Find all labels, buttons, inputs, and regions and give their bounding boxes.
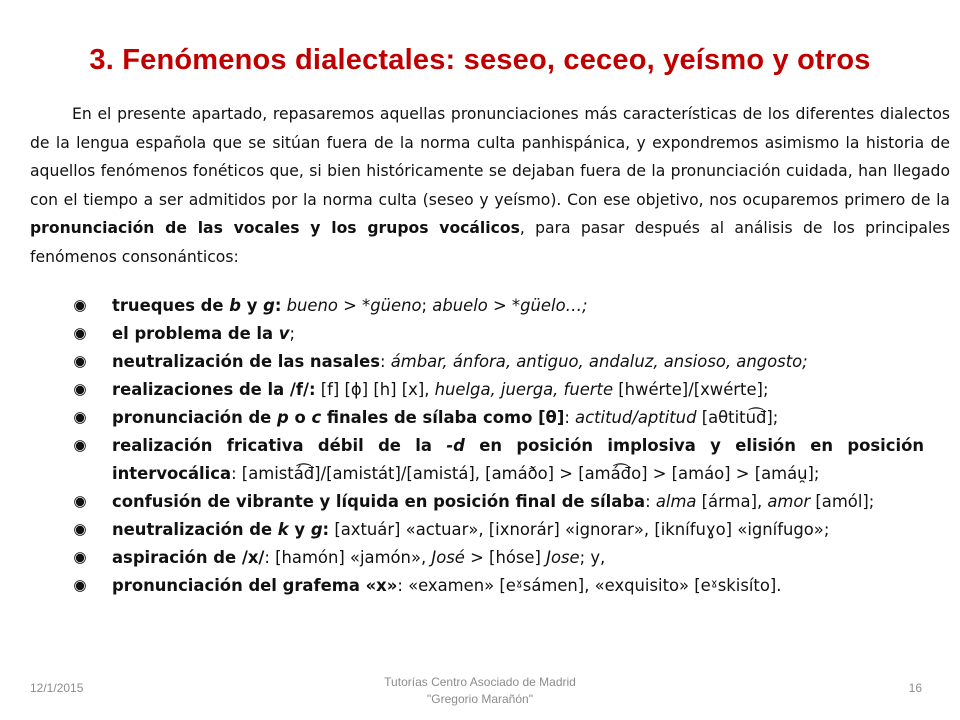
item-italic: ámbar, ánfora, antiguo, andaluz, ansioso, angosto; (390, 352, 808, 371)
item-bold-italic: g (310, 520, 323, 539)
item-bold: trueques de (112, 296, 230, 315)
item-bold: y (240, 296, 264, 315)
item-text: ; y, (579, 548, 606, 567)
item-bold: el problema de la (112, 324, 279, 343)
item-bold-italic: p (277, 408, 289, 427)
item-text: > [hóse] (464, 548, 547, 567)
item-text: [f] [ɸ] [h] [x], (315, 380, 435, 399)
list-item (74, 432, 924, 488)
item-italic: huelga, juerga, fuerte (434, 380, 614, 399)
list-item (74, 544, 924, 572)
item-bold-italic: c (311, 408, 322, 427)
item-bold: neutralización de las nasales (112, 352, 380, 371)
list-item (74, 516, 924, 544)
item-bold: o (288, 408, 312, 427)
footer-institution-line2: "Gregorio Marañón" (427, 692, 533, 706)
list-item (74, 292, 924, 320)
item-italic: actitud/aptitud (575, 408, 697, 427)
item-text: : [hamón] «jamón», (264, 548, 432, 567)
item-bold-italic: g (263, 296, 275, 315)
bullet-icon (74, 384, 86, 396)
bullet-icon (74, 552, 86, 564)
item-text: : [amistá͡đ]/[amistát]/[amistá], [amáðo] > [amá͡đo] > [amáo] > [amáu̯]; (231, 464, 820, 483)
item-italic: abuelo > *güelo…; (432, 296, 588, 315)
list-item (74, 320, 924, 348)
item-bold-italic: k (277, 520, 289, 539)
item-italic: José (431, 548, 465, 567)
item-italic: Jose (546, 548, 580, 567)
item-text: [amól]; (810, 492, 875, 511)
bullet-icon (74, 328, 86, 340)
item-bold: realización fricativa débil de la (112, 436, 447, 455)
slide-number: 16 (908, 681, 922, 695)
item-bold: realizaciones de la /f/: (112, 380, 316, 399)
bullet-icon (74, 524, 86, 536)
item-bold: confusión de vibrante y líquida en posición final de sílaba (112, 492, 646, 511)
list-item (74, 404, 924, 432)
footer-institution (300, 674, 660, 708)
item-text: [hwérte]/[xwérte]; (613, 380, 769, 399)
item-bold: pronunciación del grafema «x» (112, 576, 398, 595)
item-bold: finales de sílaba como [θ] (321, 408, 565, 427)
item-text: : (379, 352, 391, 371)
item-bold: : (274, 296, 282, 315)
list-item (74, 572, 924, 600)
list-item (74, 376, 924, 404)
list-item (74, 488, 924, 516)
item-bold: en posición implosiva y elisión en posición intervocálica (112, 436, 925, 483)
item-italic: amor (767, 492, 811, 511)
item-bold-italic: b (229, 296, 241, 315)
bullet-icon (74, 580, 86, 592)
item-italic: bueno > *güeno (281, 296, 422, 315)
bullet-icon (74, 356, 86, 368)
bullet-icon (74, 440, 86, 452)
bullet-icon (74, 300, 86, 312)
item-italic: alma (655, 492, 697, 511)
item-text: : (564, 408, 576, 427)
item-text: ; (421, 296, 433, 315)
item-bold-italic: v (278, 324, 290, 343)
item-text: [axtuár] «actuar», [ixnorár] «ignorar», [iknífuɣo] «ignífugo»; (329, 520, 830, 539)
item-text: [árma], (696, 492, 768, 511)
item-bold: y (288, 520, 311, 539)
footer-date: 12/1/2015 (30, 681, 84, 695)
footer-institution-line1: Tutorías Centro Asociado de Madrid (384, 675, 576, 689)
item-text: : «examen» [eˠsámen], «exquisito» [eˠskisíto]. (397, 576, 782, 595)
phenomena-list (74, 292, 924, 600)
item-bold: aspiración de /x/ (112, 548, 265, 567)
item-text: [aθtitu͡đ]; (696, 408, 779, 427)
item-bold: pronunciación de (112, 408, 278, 427)
item-text: ; (289, 324, 295, 343)
item-bold: : (322, 520, 330, 539)
item-bold: neutralización de (112, 520, 278, 539)
item-text: : (645, 492, 656, 511)
bullet-icon (74, 412, 86, 424)
list-item (74, 348, 924, 376)
intro-text-c: , para pasar después al análisis de los principales fenómenos consonánticos: (30, 219, 951, 266)
item-bold-italic: -d (446, 436, 465, 455)
intro-paragraph (30, 100, 950, 272)
bullet-icon (74, 496, 86, 508)
intro-text-a: En el presente apartado, repasaremos aquellas pronunciaciones más características de los diferentes dialectos de la lengua española que se sitúan fuera de la norma culta panhispánica, y expondremos asimismo la historia de aquellos fenómenos fonéticos que, si bien históricamente se dejaban fuera de la pronunciación cuidada, han llegado con el tiempo a ser admitidos por la norma culta (seseo y yeísmo). Con ese objetivo, nos ocuparemos primero de la (30, 105, 950, 209)
slide-title: 3. Fenómenos dialectales: seseo, ceceo, yeísmo y otros (89, 44, 871, 76)
intro-bold-text: pronunciación de las vocales y los grupos vocálicos (30, 219, 520, 238)
